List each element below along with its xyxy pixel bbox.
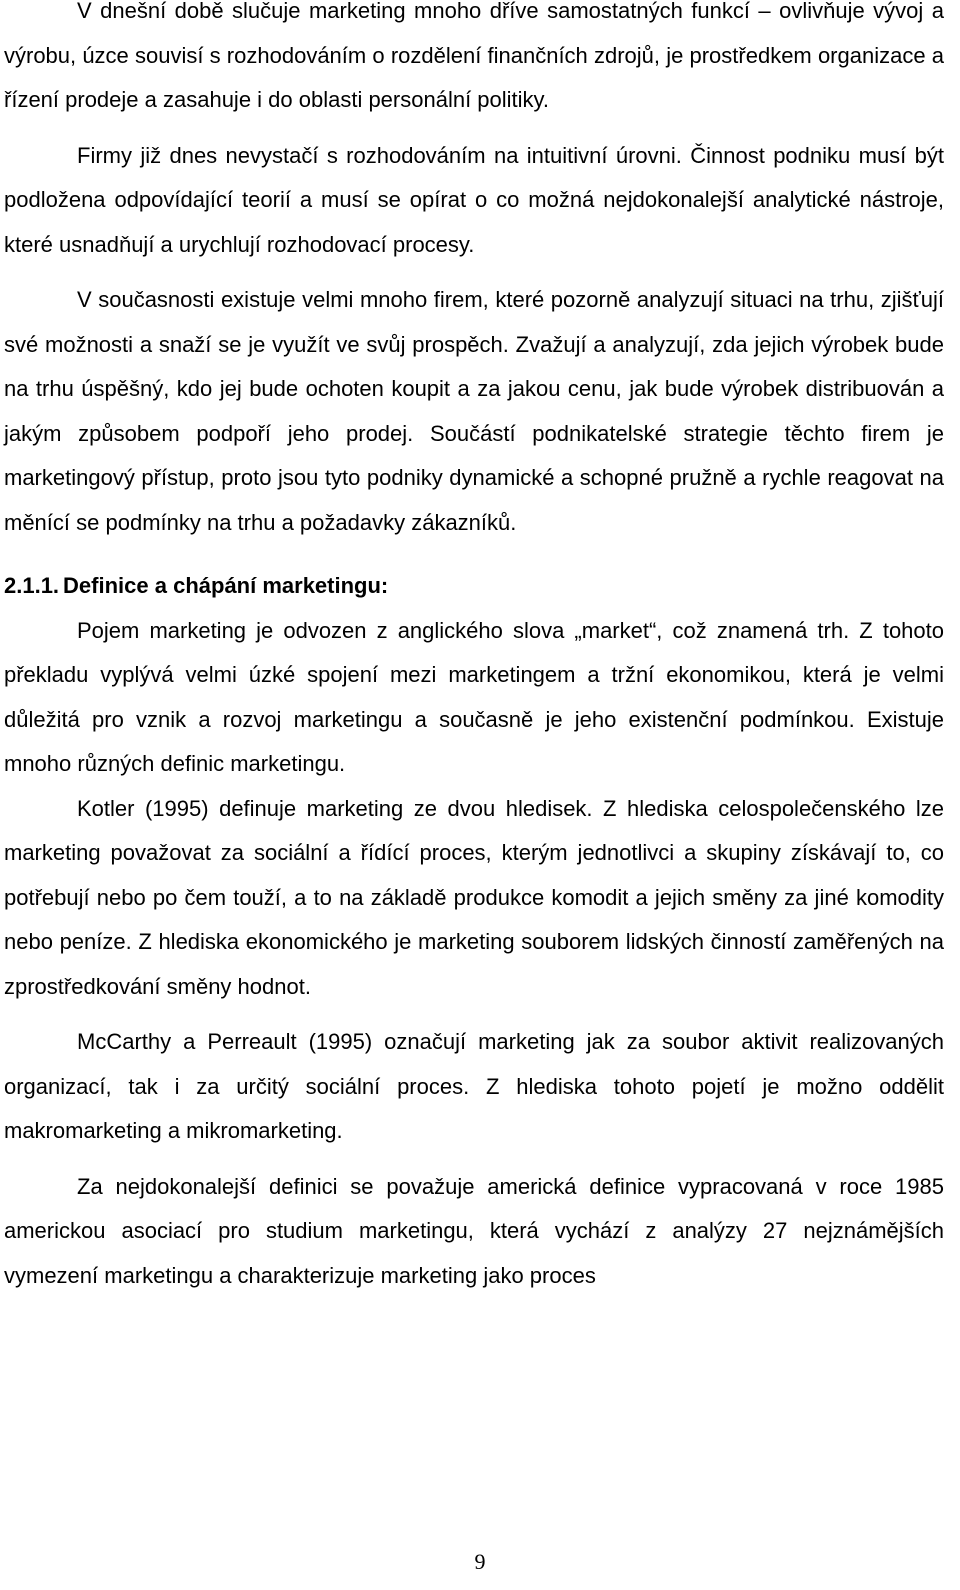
section-heading [4, 564, 944, 609]
document-page [4, 0, 944, 1298]
paragraph-kotler-definition: Kotler (1995) definuje marketing ze dvou hledisek. Z hlediska celospolečenského lze marketing považovat za sociální a řídící proces, kterým jednotlivci a skupiny získávají to, co potřebují nebo po čem touží, a to na základě produkce komodit a jejich směny za jiné komodity nebo peníze. Z hlediska ekonomického je marketing souborem lidských činností zaměřených na zprostředkování směny hodnot. [4, 795, 944, 999]
paragraph-american-definition: Za nejdokonalejší definici se považuje americká definice vypracovaná v roce 1985 americkou asociací pro studium marketingu, která vychází z analýzy 27 nejznámějších vymezení marketingu a charakterizuje marketing jako proces [4, 1173, 944, 1288]
section-number: 2.1.1. [4, 573, 60, 598]
paragraph-market-analysis: V současnosti existuje velmi mnoho firem, které pozorně analyzují situaci na trhu, zjišťují své možnosti a snaží se je využít ve svůj prospěch. Zvažují a analyzují, zda jejich výrobek bude na trhu úspěšný, kdo jej bude ochoten koupit a za jakou cenu, jak bude výrobek distribuován a jakým způsobem podpoří jeho prodej. Součástí podnikatelské strategie těchto firem je marketingový přístup, proto jsou tyto podniky dynamické a schopné pružně a rychle reagovat na měnící se podmínky na trhu a požadavky zákazníků. [4, 287, 944, 535]
paragraph-intuitive-decisions: Firmy již dnes nevystačí s rozhodováním na intuitivní úrovni. Činnost podniku musí být podložena odpovídající teorií a musí se opírat o co možná nejdokonalejší analytické nástroje, které usnadňují a urychlují rozhodovací procesy. [4, 142, 944, 257]
paragraph-marketing-functions: V dnešní době slučuje marketing mnoho dříve samostatných funkcí – ovlivňuje vývoj a výrobu, úzce souvisí s rozhodováním o rozdělení finančních zdrojů, je prostředkem organizace a řízení prodeje a zasahuje i do oblasti personální politiky. [4, 0, 944, 112]
paragraph-mccarthy-definition: McCarthy a Perreault (1995) označují marketing jak za soubor aktivit realizovaných organizací, tak i za určitý sociální proces. Z hlediska tohoto pojetí je možno oddělit makromarketing a mikromarketing. [4, 1029, 944, 1143]
section-title: Definice a chápání marketingu: [63, 573, 389, 598]
paragraph-term-origin: Pojem marketing je odvozen z anglického slova „market“, což znamená trh. Z tohoto překladu vyplývá velmi úzké spojení mezi marketingem a tržní ekonomikou, která je velmi důležitá pro vznik a rozvoj marketingu a současně je jeho existenční podmínkou. Existuje mnoho různých definic marketingu. [4, 617, 944, 776]
page-number: 9 [474, 1549, 486, 1574]
